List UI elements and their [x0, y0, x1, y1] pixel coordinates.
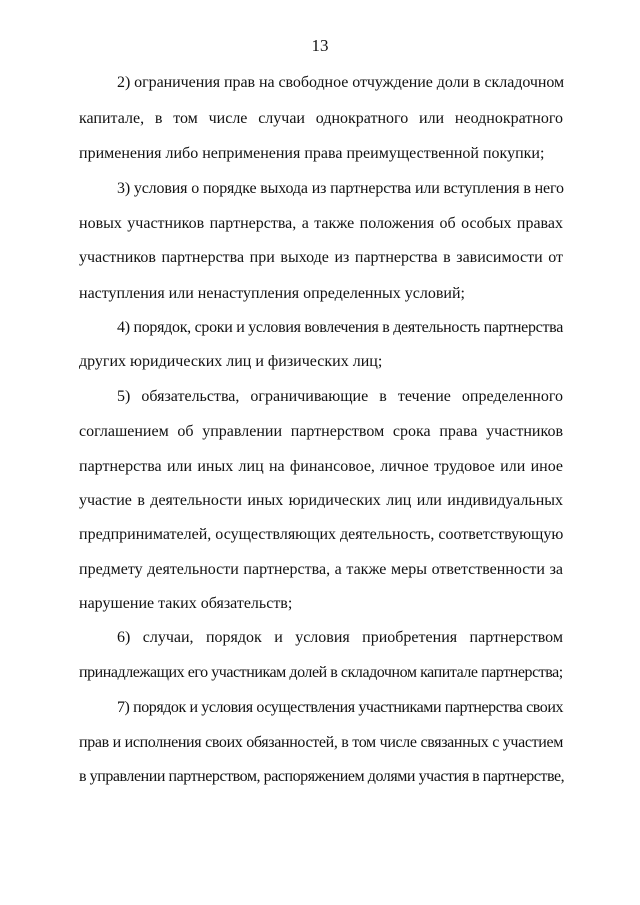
- text-line: соглашением об управлении партнерством срока права участников: [79, 423, 563, 440]
- text-line: 6) случаи, порядок и условия приобретения партнерством: [117, 629, 563, 646]
- text-line: 3) условия о порядке выхода из партнерства или вступления в него: [117, 180, 564, 197]
- text-line: предпринимателей, осуществляющих деятельность, соответствующую: [79, 526, 564, 543]
- text-line: принадлежащих его участникам долей в складочном капитале партнерства;: [79, 664, 563, 681]
- text-line: новых участников партнерства, а также положения об особых правах: [79, 215, 563, 232]
- text-line: капитале, в том числе случаи однократного или неоднократного: [79, 110, 563, 127]
- text-line: прав и исполнения своих обязанностей, в том числе связанных с участием: [79, 734, 563, 751]
- text-line: 5) обязательства, ограничивающие в течение определенного: [117, 388, 563, 405]
- text-line: наступления или ненаступления определенных условий;: [79, 285, 465, 302]
- text-line: участников партнерства при выходе из партнерства в зависимости от: [79, 249, 563, 266]
- text-line: 7) порядок и условия осуществления участниками партнерства своих: [117, 699, 563, 716]
- text-line: применения либо неприменения права преимущественной покупки;: [79, 145, 545, 162]
- text-line: участие в деятельности иных юридических лиц или индивидуальных: [79, 492, 563, 509]
- text-line: 2) ограничения прав на свободное отчуждение доли в складочном: [117, 74, 565, 91]
- text-line: 4) порядок, сроки и условия вовлечения в деятельность партнерства: [117, 319, 563, 336]
- text-line: предмету деятельности партнерства, а также меры ответственности за: [79, 561, 563, 578]
- text-line: партнерства или иных лиц на финансовое, личное трудовое или иное: [79, 458, 563, 475]
- text-line: других юридических лиц и физических лиц;: [79, 353, 383, 370]
- text-line: в управлении партнерством, распоряжением долями участия в партнерстве,: [79, 768, 565, 785]
- page-number: 13: [311, 36, 329, 55]
- text-line: нарушение таких обязательств;: [79, 595, 293, 612]
